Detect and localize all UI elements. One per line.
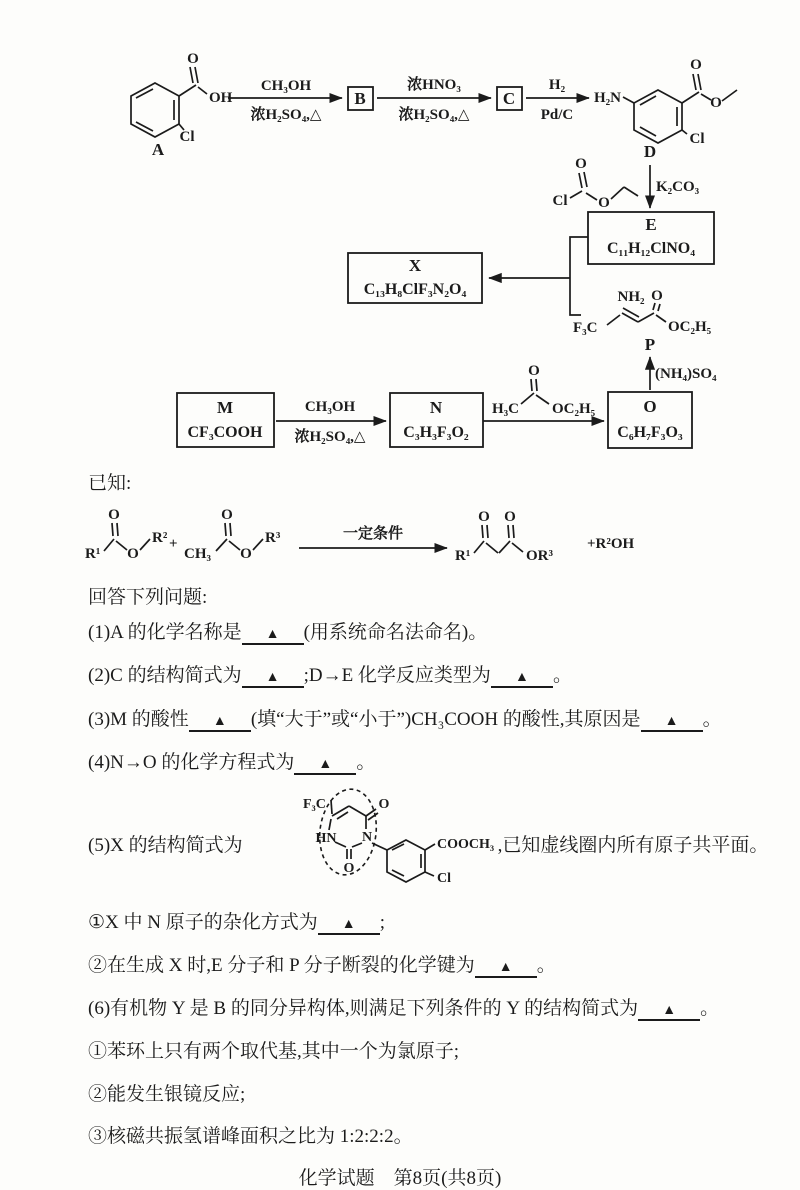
compound-n-box — [390, 393, 483, 447]
q2-text-post: 。 — [552, 665, 572, 686]
a-cl: Cl — [179, 129, 195, 145]
a-label: A — [151, 140, 165, 159]
question-5-sub2 — [88, 953, 768, 979]
q4-answer-blank: ▲ — [294, 756, 356, 775]
compound-e-box — [588, 212, 714, 264]
compound-a-structure — [131, 51, 233, 159]
q3-answer-blank-1: ▲ — [189, 713, 251, 732]
cf-ester-o: O — [598, 195, 610, 211]
q6-text-pre: (6)有机物 Y 是 B 的同分异构体,则满足下列条件的 Y 的结构简式为 — [88, 998, 639, 1019]
d-cl: Cl — [689, 131, 705, 147]
given-po1: O — [478, 509, 490, 525]
p-f3c: F₃C — [573, 320, 598, 336]
arrow-n-to-o — [483, 363, 604, 421]
ea-h3c: H₃C — [492, 401, 519, 417]
x-phenyl-ring — [372, 837, 494, 886]
q1-text-pre: (1)A 的化学名称是 — [88, 622, 242, 643]
cf-cl: Cl — [552, 193, 568, 209]
p-label: P — [644, 335, 656, 354]
given-plus: + — [169, 536, 178, 552]
m-formula: CF₃COOH — [187, 424, 263, 441]
given-r3: R³ — [265, 530, 281, 546]
e-formula: C₁₁H₁₂ClNO₄ — [607, 240, 695, 257]
given-ester1 — [85, 507, 178, 562]
q2-answer-blank-1: ▲ — [242, 669, 304, 688]
given-por3: OR³ — [526, 548, 553, 564]
question-6-cond1: ①苯环上只有两个取代基,其中一个为氯原子; — [88, 1041, 460, 1062]
question-1 — [88, 620, 768, 646]
bracket-e-p-to-x — [489, 237, 588, 315]
given-po2: O — [504, 509, 516, 525]
a-oh: OH — [209, 90, 233, 106]
d-ester-o: O — [710, 95, 722, 111]
arrow1-condition: 浓H₂SO₄,△ — [250, 107, 322, 123]
n-label: N — [429, 398, 443, 417]
q5-sub2-post: 。 — [536, 955, 556, 976]
arrow-mn-reagent: CH₃OH — [304, 399, 356, 415]
question-5-sub1 — [88, 910, 768, 936]
chloroformate-structure — [553, 156, 639, 211]
arrow-de-reagent: K₂CO₃ — [656, 179, 700, 195]
questions-intro: 回答下列问题: — [88, 587, 208, 608]
question-4 — [88, 750, 768, 776]
q2-text-mid: ;D→E 化学反应类型为 — [303, 665, 491, 686]
p-nh2: NH₂ — [617, 289, 645, 305]
x-label: X — [408, 256, 422, 275]
e-label: E — [645, 215, 657, 234]
arrow3-condition: Pd/C — [540, 107, 574, 123]
arrow3-reagent: H₂ — [548, 77, 566, 93]
q6-text-post: 。 — [700, 998, 720, 1019]
arrow-a-to-b — [228, 78, 342, 123]
arrow-m-to-n — [276, 399, 386, 445]
o-label: O — [643, 397, 657, 416]
page-footer: 化学试题 第8页(共8页) — [298, 1168, 502, 1189]
d-label: D — [643, 142, 657, 161]
given-o1: O — [108, 507, 120, 523]
d-h2n: H₂N — [594, 90, 621, 106]
given-arrow — [299, 524, 447, 548]
o-formula: C₆H₇F₃O₃ — [617, 424, 683, 441]
q5-sub1-post: ; — [379, 912, 386, 933]
q5-sub2-pre: ②在生成 X 时,E 分子和 P 分子断裂的化学键为 — [88, 955, 475, 976]
q5-text-pre: (5)X 的结构简式为 — [88, 835, 243, 856]
c-label: C — [502, 89, 516, 108]
q3-text-post: 。 — [702, 709, 722, 730]
ea-oc2h5: OC₂H₅ — [552, 401, 596, 417]
given-pplus: +R²OH — [587, 536, 635, 552]
b-label: B — [354, 89, 366, 108]
arrow-op-reagent: (NH₄)SO₄ — [655, 366, 717, 382]
p-carbonyl-o: O — [651, 288, 663, 304]
question-2 — [88, 663, 768, 689]
given-pr1: R¹ — [455, 548, 471, 564]
q5-text-post: ,已知虚线圈内所有原子共平面。 — [497, 835, 769, 856]
given-o2e: O — [240, 546, 252, 562]
d-carbonyl-o: O — [690, 57, 702, 73]
cf-carbonyl-o: O — [575, 156, 587, 172]
compound-c-box — [497, 87, 522, 110]
q4-text-post: 。 — [356, 752, 376, 773]
given-o2: O — [221, 507, 233, 523]
x-top-o: O — [378, 797, 390, 812]
n-formula: C₃H₃F₃O₂ — [403, 424, 469, 441]
ea-o: O — [528, 363, 540, 379]
given-ester2 — [184, 507, 281, 562]
x-hn: HN — [315, 831, 337, 846]
q1-answer-blank: ▲ — [242, 626, 304, 645]
arrow-c-to-d — [526, 77, 589, 123]
arrow-d-to-e — [650, 165, 700, 208]
q2-text-pre: (2)C 的结构简式为 — [88, 665, 242, 686]
compound-p-structure — [573, 288, 712, 354]
compound-b-box — [348, 87, 373, 110]
question-3 — [88, 707, 768, 733]
given-condition: 一定条件 — [342, 526, 404, 542]
x-cooch3: COOCH₃ — [436, 837, 494, 852]
given-o1e: O — [127, 546, 139, 562]
arrow1-reagent: CH₃OH — [260, 78, 312, 94]
q4-text-pre: (4)N→O 的化学方程式为 — [88, 752, 295, 773]
q3-text-pre: (3)M 的酸性 — [88, 709, 189, 730]
question-6 — [88, 996, 768, 1022]
compound-o-box — [608, 392, 692, 448]
q3-text-mid: (填“大于”或“小于”)CH₃COOH 的酸性,其原因是 — [250, 709, 641, 730]
given-r2: R² — [152, 530, 168, 546]
q2-answer-blank-2: ▲ — [491, 669, 553, 688]
m-label: M — [216, 398, 234, 417]
x-cl: Cl — [436, 871, 451, 886]
compound-d-structure — [594, 57, 737, 161]
compound-x-box — [348, 253, 482, 303]
x-ring-n: N — [361, 830, 372, 845]
x-bottom-o: O — [343, 861, 355, 876]
question-6-cond2: ②能发生银镜反应; — [88, 1084, 246, 1105]
q1-text-post: (用系统命名法命名)。 — [303, 622, 488, 643]
question-5 — [88, 786, 768, 901]
given-heading: 已知: — [88, 473, 132, 494]
x-f3c: F₃C — [302, 797, 326, 812]
arrow-o-to-p — [650, 357, 717, 390]
reaction-scheme-diagram — [0, 45, 800, 465]
p-oc2h5: OC₂H₅ — [668, 319, 712, 335]
question-6-cond3: ③核磁共振氢谱峰面积之比为 1:2:2:2。 — [88, 1126, 413, 1147]
given-r1: R¹ — [85, 546, 101, 562]
given-ch3: CH₃ — [184, 546, 211, 562]
q3-answer-blank-2: ▲ — [641, 713, 703, 732]
given-product — [455, 509, 635, 564]
given-reaction-diagram — [85, 500, 745, 575]
q5-sub2-blank: ▲ — [475, 959, 537, 978]
q5-sub1-blank: ▲ — [318, 916, 380, 935]
arrow-mn-condition: 浓H₂SO₄,△ — [294, 429, 366, 445]
q5-sub1-pre: ①X 中 N 原子的杂化方式为 — [88, 912, 318, 933]
x-formula: C₁₃H₈ClF₃N₂O₄ — [363, 281, 467, 298]
compound-x-structure — [243, 786, 498, 901]
compound-m-box — [177, 393, 274, 447]
q6-answer-blank: ▲ — [638, 1002, 700, 1021]
arrow2-condition: 浓H₂SO₄,△ — [398, 107, 470, 123]
arrow-b-to-c — [377, 75, 491, 123]
a-carbonyl-o: O — [187, 51, 199, 67]
arrow2-reagent: 浓HNO₃ — [407, 77, 461, 93]
